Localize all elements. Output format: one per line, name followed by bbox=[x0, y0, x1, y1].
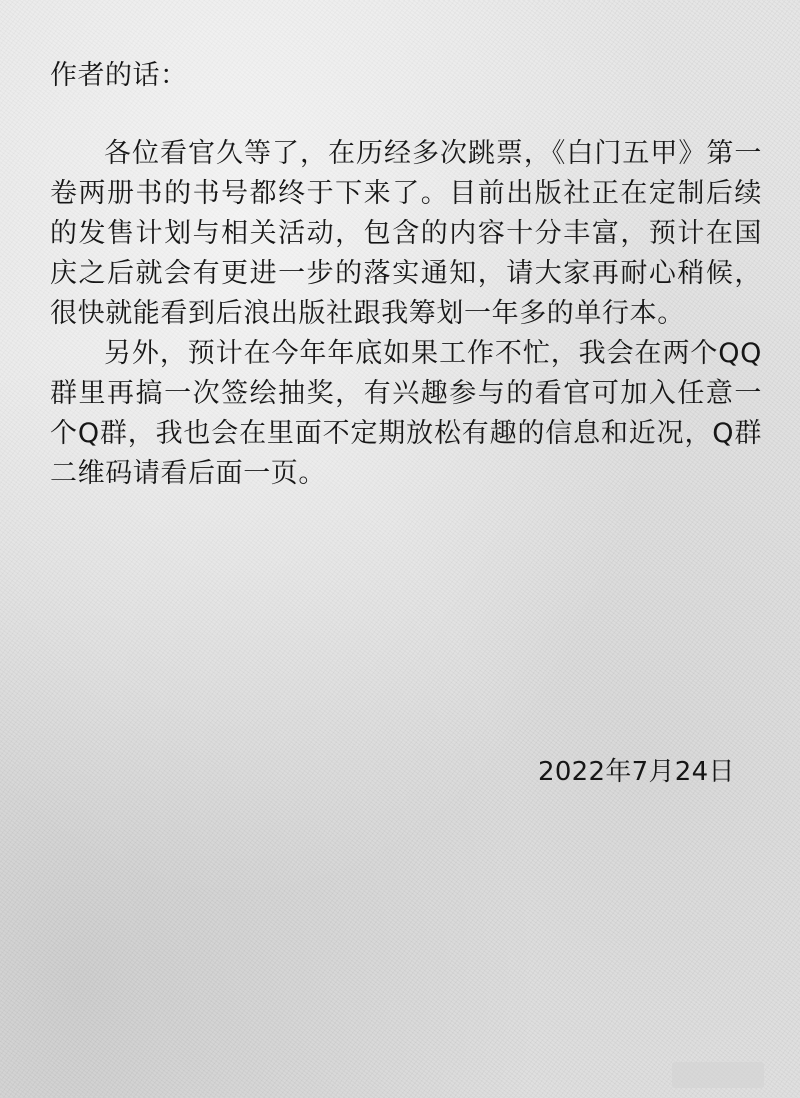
note-date: 2022年7月24日 bbox=[538, 757, 735, 787]
watermark-stamp bbox=[672, 1062, 764, 1088]
paragraph-signing-lottery: 另外，预计在今年年底如果工作不忙，我会在两个QQ群里再搞一次签绘抽奖，有兴趣参与的看官可加入任意一个Q群，我也会在里面不定期放松有趣的信息和近况，Q群二维码请看后面一页。 bbox=[50, 338, 762, 489]
note-body bbox=[50, 134, 762, 494]
paragraph-publishing-update: 各位看官久等了，在历经多次跳票，《白门五甲》第一卷两册书的书号都终于下来了。目前出版社正在定制后续的发售计划与相关活动，包含的内容十分丰富，预计在国庆之后就会有更进一步的落实通知，请大家再耐心稍候，很快就能看到后浪出版社跟我筹划一年多的单行本。 bbox=[50, 138, 762, 329]
note-heading: 作者的话： bbox=[50, 60, 188, 91]
